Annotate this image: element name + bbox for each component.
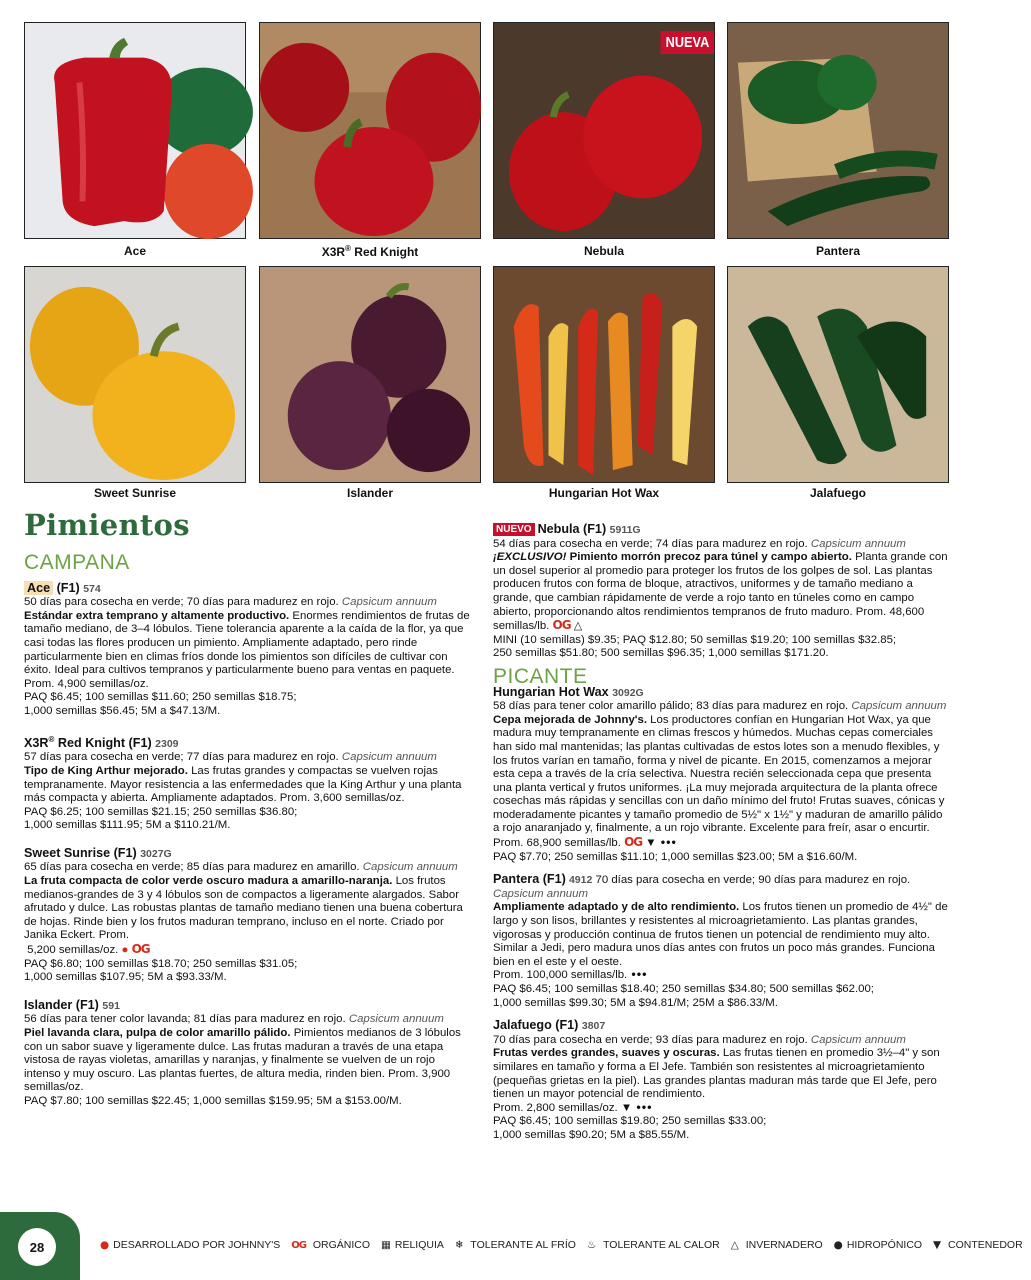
product-code: 4912 — [568, 874, 593, 887]
product-lead: Tipo de King Arthur mejorado. — [24, 764, 188, 777]
product-seeds: Prom. 68,900 semillas/lb. — [493, 837, 621, 850]
heat-level-icon: ••• — [659, 838, 676, 850]
product-price: PAQ $7.70; 250 semillas $11.10; 1,000 semillas $23.00; 5M a $16.60/M. — [493, 850, 858, 863]
photo-caption: Hungarian Hot Wax — [548, 486, 660, 500]
product-code: 5911G — [609, 524, 641, 536]
photo-hungarian-hot-wax — [493, 266, 715, 483]
product-price: 1,000 semillas $99.30; 5M a $94.81/M; 25M a $86.33/M. — [493, 996, 778, 1009]
product-days: 70 días para cosecha en verde; 93 días para madurez en rojo. — [493, 1033, 808, 1046]
left-column — [24, 551, 474, 1118]
product-name: Jalafuego (F1) — [493, 1018, 579, 1033]
product-price: 1,000 semillas $107.95; 5M a $93.33/M. — [24, 971, 227, 984]
product-desc: Las frutas grandes y compactas se vuelven rojas tempranamente. Mayor resistencia a las enfermedades que la King Arthur y una planta más compacta y abierta. Ampliamente adaptados. Prom. 3,600 semillas/oz. — [24, 764, 462, 805]
product-lead: Ampliamente adaptado y de alto rendimiento. — [493, 901, 740, 914]
johnnys-seed-icon: ● — [121, 944, 129, 957]
photo-caption: Pantera — [815, 244, 861, 258]
photo-caption: Sweet Sunrise — [93, 486, 177, 500]
product-name: Hungarian Hot Wax — [493, 684, 609, 699]
product-price: PAQ $6.45; 100 semillas $11.60; 250 semillas $18.75; — [24, 691, 297, 704]
photo-caption: Jalafuego — [809, 486, 866, 500]
right-column — [493, 523, 951, 1152]
product-code: 3092G — [612, 686, 644, 699]
container-icon: ▼ — [645, 837, 657, 850]
product-ace — [24, 582, 474, 719]
product-name: X3R — [24, 735, 49, 750]
product-days: 57 días para cosecha en verde; 77 días para madurez en rojo. — [24, 751, 339, 764]
product-days: 50 días para cosecha en verde; 70 días para madurez en rojo. — [24, 596, 339, 609]
product-price: 1,000 semillas $56.45; 5M a $47.13/M. — [24, 704, 221, 717]
product-lead: Pimiento morrón precoz para túnel y campo abierto. — [569, 551, 852, 564]
product-latin: Capsicum annuum — [341, 751, 437, 764]
photo-nebula — [493, 22, 715, 239]
product-code: 3807 — [581, 1020, 606, 1033]
og-icon: OG — [131, 942, 150, 957]
johnnys-seed-icon: ● — [100, 1239, 110, 1251]
product-days: 70 días para cosecha en verde; 90 días para madurez en rojo. — [595, 874, 911, 887]
product-latin: Capsicum annuum — [810, 1033, 906, 1046]
product-price: 1,000 semillas $90.20; 5M a $85.55/M. — [493, 1128, 690, 1141]
product-jalafuego — [493, 1019, 951, 1142]
product-name: Nebula (F1) — [537, 522, 607, 536]
product-price: MINI (10 semillas) $9.35; PAQ $12.80; 50 semillas $19.20; 100 semillas $32.85; — [493, 633, 897, 646]
legend-item: ▼ CONTENEDOR — [933, 1239, 1023, 1251]
product-hybrid: (F1) — [56, 580, 80, 595]
legend-item: ♨ TOLERANTE AL CALOR — [586, 1239, 720, 1251]
product-seeds: Prom. 100,000 semillas/lb. — [493, 969, 628, 982]
product-nebula — [493, 523, 951, 661]
product-price: 1,000 semillas $111.95; 5M a $110.21/M. — [24, 819, 231, 832]
product-name: Ace — [24, 581, 53, 595]
product-latin: Capsicum annuum — [851, 700, 947, 713]
product-price: PAQ $6.45; 100 semillas $19.80; 250 semillas $33.00; — [493, 1115, 767, 1128]
product-price: PAQ $6.45; 100 semillas $18.40; 250 semillas $34.80; 500 semillas $62.00; — [493, 983, 874, 995]
product-latin: Capsicum annuum — [341, 596, 437, 609]
product-days: 65 días para cosecha en verde; 85 días para madurez en amarillo. — [24, 861, 360, 874]
legend-item: ▦ RELIQUIA — [380, 1239, 444, 1251]
product-lead: Frutas verdes grandes, suaves y oscuras. — [493, 1047, 720, 1060]
section-heading-campana: CAMPANA — [24, 551, 130, 574]
product-seeds: Prom. 2,800 semillas/oz. — [493, 1101, 618, 1114]
photo-caption: X3R® Red Knight — [321, 244, 419, 259]
product-latin: Capsicum annuum — [810, 537, 906, 550]
product-latin: Capsicum annuum — [362, 861, 458, 874]
product-days: 58 días para tener color amarillo pálido; 83 días para madurez en rojo. — [493, 700, 849, 713]
product-name: Islander (F1) — [24, 997, 99, 1012]
product-desc: Planta grande con un dosel superior al promedio para proteger los frutos de los golpes de sol. Las plantas producen frutos con forma de bloque, atractivos, uniformes y de tamaño mediano a grande, que cambian rápidamente de verde a rojo tanto en túneles como en campo abierto, proporcionando altos rendimientos tempranos de fruto maduro. Prom. 48,600 semillas/lb. — [493, 551, 948, 633]
photo-islander — [259, 266, 481, 483]
photo-caption: Islander — [346, 486, 394, 500]
container-icon: ▼ — [620, 1101, 633, 1114]
product-desc: Los productores confían en Hungarian Hot Wax, ya que madura muy tempranamente en climas frescos y húmedos. Muchas cepas comerciales han sido mal mantenidas; las plantas cultivadas de estos lotes son a menudo flexibles, y los frutos varían en tamaño, forma y nivel de picante. En 2015, comenzamos a mejorar esta cepa a través de la cría selectiva. Nuestra recién seleccionada cepa que presenta una planta vertical y frutos uniformes. ¡La muy mejorada arquitectura de la planta ofrece cosechas más rápidas y sencillas con un daño mínimo del fruto! Frutas suaves, cónicas y moderadamente picantes y tamaño promedio de 5½" x 1½" y maduran de amarillo pálido a rojo anaranjado y, finalmente, a un rojo vibrante. Excelente para freír, asar o encurtir. — [493, 713, 945, 835]
product-x3r-red-knight: X3R® Red Knight (F1) 2309 57 días para cosecha en verde; 77 días para madurez en rojo. Capsicum annuum Tipo de King Arthur mejorado. Las frutas grandes y compactas se vuelven rojas tempranamente. Mayor resistencia a las enfermedades que la King Arthur y una planta más compacta y abierta. Ampliamente adaptados. Prom. 3,600 semillas/oz. PAQ $6.25; 100 semillas $21.15; 250 semillas $36.80; 1,000 semillas $111.95; 5M a $110.21/M. — [24, 733, 474, 833]
greenhouse-icon: △ — [573, 620, 583, 633]
product-code: 574 — [83, 582, 101, 595]
product-sweet-sunrise — [24, 847, 474, 985]
photo-ace — [24, 22, 246, 239]
og-icon: OG — [552, 618, 571, 633]
new-badge: NUEVA — [660, 31, 714, 54]
product-name: Sweet Sunrise (F1) — [24, 845, 137, 860]
product-seeds: 5,200 semillas/oz. — [27, 944, 119, 957]
product-lead: Piel lavanda clara, pulpa de color amarillo pálido. — [24, 1027, 291, 1039]
product-code: 2309 — [155, 737, 179, 750]
product-price: PAQ $6.80; 100 semillas $18.70; 250 semillas $31.05; — [24, 957, 298, 970]
product-latin: Capsicum annuum — [348, 1013, 444, 1026]
photo-pantera — [727, 22, 949, 239]
product-code: 591 — [102, 999, 120, 1012]
section-heading-picante: PICANTE — [493, 664, 588, 688]
product-pantera — [493, 873, 951, 1010]
product-desc: Las frutas tienen en promedio 3½–4" y son similares en tamaño y forma a El Jefe. También son resistentes al microagrietamiento (pequeñas grietas en la piel). Las grandes plantas maduran más tarde que El Jefe, pero tienen un mayor potencial de rendimiento. — [493, 1047, 940, 1101]
container-icon: ▼ — [933, 1239, 942, 1251]
product-lead: Cepa mejorada de Johnny's. — [493, 713, 647, 726]
legend-item: ❄ TOLERANTE AL FRÍO — [454, 1239, 576, 1251]
product-name: Pantera (F1) — [493, 872, 566, 887]
og-icon: OG — [624, 835, 643, 850]
photo-caption: Ace — [123, 244, 146, 258]
product-price: PAQ $6.25; 100 semillas $21.15; 250 semillas $36.80; — [24, 805, 298, 818]
heirloom-icon: ▦ — [380, 1239, 391, 1251]
photo-sweet-sunrise — [24, 266, 246, 483]
product-code: 3027G — [140, 847, 172, 860]
page-number: 28 — [18, 1228, 56, 1266]
product-lead: Estándar extra temprano y altamente productivo. — [24, 609, 290, 622]
icon-legend — [100, 1239, 1031, 1251]
page-title: Pimientos — [24, 508, 190, 542]
product-hungarian-hot-wax — [493, 686, 951, 865]
product-latin: Capsicum annuum — [493, 887, 588, 900]
heat-icon: ♨ — [586, 1239, 597, 1251]
product-islander — [24, 999, 474, 1109]
exclusive-label: ¡EXCLUSIVO! — [493, 551, 567, 564]
product-days: 56 días para tener color lavanda; 81 días para madurez en rojo. — [24, 1013, 346, 1026]
legend-item: △ INVERNADERO — [730, 1239, 823, 1251]
product-desc: Enormes rendimientos de frutas de tamaño mediano, de 3–4 lóbulos. Tiene tolerancia aparente a la caída de la flor, ya que casi todas las flores producen un pimiento. Ampliamente adaptado, pero rinde particularmente bien en climas fríos donde los pimientos son difíciles de cultivar con éxito. Ideal para cultivos tempranos y particularmente bueno para ventas en paquete. Prom. 4,900 semillas/oz. — [24, 609, 470, 690]
product-desc: Los frutos tienen un promedio de 4½" de largo y son lisos, brillantes y resistentes al microagrietamiento. Las plantas grandes, vigorosas y producción continua de frutos tienen un potencial de rendimiento muy alto. Similar a Jedi, pero madura unos días antes con frutos un poco más grandes. Funciona bien en el este y el oeste. — [493, 901, 948, 968]
photo-x3r-red-knight — [259, 22, 481, 239]
og-icon: OG — [291, 1240, 306, 1251]
product-price: PAQ $7.80; 100 semillas $22.45; 1,000 semillas $159.95; 5M a $153.00/M. — [24, 1094, 402, 1107]
product-price: 250 semillas $51.80; 500 semillas $96.35; 1,000 semillas $171.20. — [493, 647, 829, 660]
photo-caption: Nebula — [583, 244, 624, 258]
photo-jalafuego — [727, 266, 949, 483]
product-lead: La fruta compacta de color verde oscuro madura a amarillo-naranja. — [24, 875, 393, 888]
new-tag: NUEVO — [493, 523, 535, 536]
legend-item: ● HIDROPÓNICO — [833, 1239, 923, 1251]
legend-item: OG ORGÁNICO — [291, 1239, 371, 1251]
product-days: 54 días para cosecha en verde; 74 días para madurez en rojo. — [493, 537, 808, 550]
heat-level-icon: ••• — [630, 970, 647, 982]
legend-item: ● DESARROLLADO POR JOHNNY'S — [100, 1239, 281, 1251]
product-desc: Pimientos medianos de 3 lóbulos con un sabor suave y ligeramente dulce. Las frutas maduran a través de una etapa vistosa de rayas violetas, amarillas y naranjas, y finalmente se vuelven de un rojo intenso y muy oscuro. Las plantas fuertes, de altura media, rinden bien. Prom. 3,900 semillas/oz. — [24, 1027, 461, 1094]
droplet-icon: ● — [833, 1239, 843, 1251]
snowflake-icon: ❄ — [454, 1239, 464, 1251]
greenhouse-icon: △ — [730, 1239, 739, 1251]
heat-level-icon: ••• — [635, 1102, 652, 1114]
product-desc: Los frutos medianos-grandes de 3 y 4 lóbulos son de compactos a ligeramente alargados. Sabor afrutado y dulce. Las robustas plantas de tamaño mediano tienen una buena cobertura de hojas. Rinde bien y los frutos maduran temprano, incluso en el norte. Criado por Janika Eckert. Prom. — [24, 875, 463, 942]
